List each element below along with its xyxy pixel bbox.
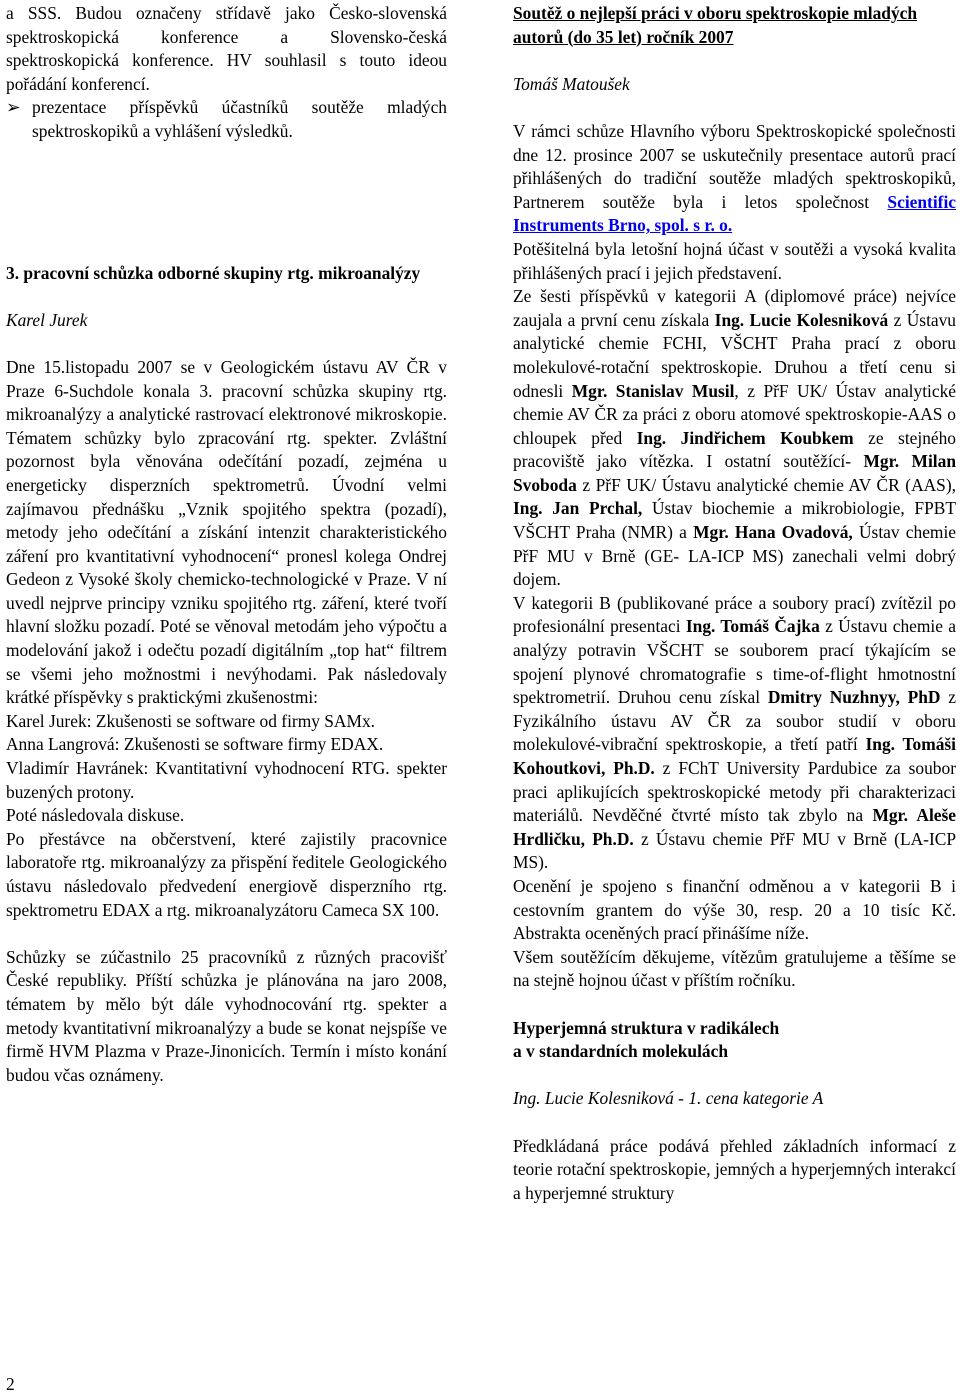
hyper-paragraph: Předkládaná práce podává přehled základních informací z teorie rotační spektroskopie, jemných a hyperjemných interakcí a hyperjemné struktury xyxy=(513,1135,956,1203)
text-span: z FChT University Pardubice za soubor praci aplikujících spektroskopické metody při charakterizaci materiálů. Nevděčné čtvrté místo tak zbylo na xyxy=(513,758,956,826)
contest-paragraph: Ocenění je spojeno s finanční odměnou a v kategorii B i cestovním grantem do výše 30, resp. 20 a 10 tisíc Kč. Abstrakta oceněných prací přinášíme níže. xyxy=(513,875,956,944)
hyper-title-line: Hyperjemná struktura v radikálech xyxy=(513,1017,780,1038)
text-span: Ústav biochemie a mikrobiologie, FPBT VŠCHT Praha (NMR) a xyxy=(513,498,956,543)
intro-bullet-text: prezentace příspěvků účastníků soutěže mladých spektroskopiků a vyhlášení výsledků. xyxy=(32,97,447,141)
spacer xyxy=(513,993,956,1017)
text-span: ze stejného pracoviště jako vítězka. I ostatní soutěžící- xyxy=(513,427,957,472)
section3-paragraph: Karel Jurek: Zkušenosti se software od firmy SAMx. xyxy=(6,710,375,731)
intro-bullet-item xyxy=(6,96,447,143)
hyper-author: Ing. Lucie Kolesniková - 1. cena kategorie A xyxy=(513,1088,824,1109)
text-span: Ústav chemie PřF MU v Brně (GE- LA-ICP MS) zanechali velmi dobrý dojem. xyxy=(513,522,956,590)
spacer xyxy=(6,922,447,946)
text-span: z Ústavu chemie PřF MU v Brně (LA-ICP MS). xyxy=(513,828,957,873)
winner-name: Ing. Lucie Kolesniková xyxy=(714,309,889,330)
winner-name: Mgr. Stanislav Musil xyxy=(571,380,735,401)
right-column xyxy=(513,2,956,1205)
spacer xyxy=(513,1064,956,1088)
winner-name: Dmitry Nuzhnyy, PhD xyxy=(767,687,941,708)
contest-paragraph: Potěšitelná byla letošní hojná účast v soutěži a vysoká kvalita přihlášených prací i jejich představení. xyxy=(513,238,956,283)
participant-name: Mgr. Milan Svoboda xyxy=(513,451,956,495)
spacer xyxy=(6,332,447,356)
contest-paragraph xyxy=(513,120,956,238)
text-span: V kategorii B (publikované práce a soubory prací) zvítězil po profesionální presentaci xyxy=(513,592,956,637)
section3-paragraph: Vladimír Havránek: Kvantitativní vyhodnocení RTG. spekter buzených protony. xyxy=(6,758,447,802)
spacer xyxy=(513,1111,956,1135)
left-column xyxy=(6,2,447,1087)
section3-paragraph: Schůzky se zúčastnilo 25 pracovníků z různých pracovišť České republiky. Příští schůzka je plánována na jaro 2008, tématem by mělo být dále vyhodnocování rtg. spekter a metody kvantitativní mikroanalýzy a bude se konat nejspíše ve firmě HVM Plazma v Praze-Jinonicích. Termín i místo konání budou včas oznámeny. xyxy=(6,946,447,1085)
contest-author: Tomáš Matoušek xyxy=(513,73,630,94)
section3-paragraph: Dne 15.listopadu 2007 se v Geologickém ústavu AV ČR v Praze 6-Suchdole konala 3. pracovní schůzka skupiny rtg. mikroanalýzy a analytické rastrovací elektronové mikroskopie. Tématem schůzky bylo zpracování rtg. spekter. Zvláštní pozornost byla věnována odečítání pozadí, zejména u energeticky disperzních spektrometrů. Úvodní velmi zajímavou přednášku „Vznik spojitého spektra (pozadí), metody jeho odečítání a získání intenzit charakteristického záření pro kvantitativní vyhodnocení“ pronesl kolega Ondrej Gedeon z Vysoké školy chemicko-technologické v Praze. V ní uvedl nejprve principy vzniku spojitého rtg. záření, které tvoří hlavní složku pozadí. Poté se věnoval metodám jeho výpočtu a modelování jakož i odečtu pozadí digitálním „top hat“ filtrem se všemi jeho možnostmi i nevýhodami. Pak následovaly krátké příspěvky s praktickými zkušenostmi: xyxy=(6,356,447,708)
spacer xyxy=(6,285,447,309)
text-span: z Ústavu chemie a analýzy potravin VŠCHT se souborem prací týkajícím se spojení plynové chromatografie s time-of-flight hmotnostní spektrometrií. Druhou cenu získal xyxy=(513,616,956,708)
winner-name: Ing. Tomáši Kohoutkovi, Ph.D. xyxy=(513,734,956,778)
partner-link[interactable]: Scientific Instruments Brno, spol. s r. o. xyxy=(513,191,956,236)
text-span: Ze šesti příspěvků v kategorii A (diplomové práce) nejvíce zaujala a první cenu získala xyxy=(513,286,956,330)
section3-paragraph: Anna Langrová: Zkušenosti se software firmy EDAX. xyxy=(6,734,384,755)
spacer xyxy=(513,96,956,120)
section3-paragraph: Po přestávce na občerstvení, které zajistily pracovnice laboratoře rtg. mikroanalýzy za přispění ředitele Geologického ústavu následovalo předvedení energiově disperzního rtg. spektrometru EDAX a rtg. mikroanalyzátoru Cameca SX 100. xyxy=(6,828,447,920)
participant-name: Mgr. Hana Ovadová, xyxy=(693,522,853,543)
arrow-bullet-icon: ➢ xyxy=(6,97,21,118)
spacer xyxy=(513,49,956,73)
text-span: z Fyzikálního ústavu AV ČR za soubor studií v oboru molekulové-vibrační spektroskopie, a třetí patří xyxy=(513,687,956,755)
text-span: , z PřF UK/ Ústav analytické chemie AV ČR za práci z oboru atomové spektroskopie-AAS o chloupek před xyxy=(513,380,956,448)
page-number: 2 xyxy=(6,1374,15,1394)
intro-paragraph: a SSS. Budou označeny střídavě jako Česko-slovenská spektroskopická konference a Slovensko-česká spektroskopická konference. HV souhlasil s touto ideou pořádání konferencí. xyxy=(6,3,447,94)
winner-name: Ing. Tomáš Čajka xyxy=(685,616,820,637)
spacer xyxy=(6,144,447,262)
participant-name: Mgr. Aleše Hrdličku, Ph.D. xyxy=(513,805,956,849)
category-b-paragraph xyxy=(513,592,956,875)
text-span: z PřF UK/ Ústavu analytické chemie AV ČR (AAS), xyxy=(576,474,956,495)
hyper-title-line: a v standardních molekulách xyxy=(513,1041,729,1062)
section3-title: 3. pracovní schůzka odborné skupiny rtg. mikroanalýzy xyxy=(6,262,421,283)
contest-title: Soutěž o nejlepší práci v oboru spektroskopie mladých autorů (do 35 let) ročník 2007 xyxy=(513,3,918,47)
text-span: z Ústavu analytické chemie FCHI, VŠCHT Praha prací z oboru molekulové-rotační spektroskopie. Druhou a třetí cenu si odnesli xyxy=(513,309,957,401)
category-a-paragraph xyxy=(513,285,956,592)
contest-paragraph: Všem soutěžícím děkujeme, vítězům gratulujeme a těšíme se na stejně hojnou účast v příštím ročníku. xyxy=(513,946,956,991)
participant-name: Ing. Jan Prchal, xyxy=(513,498,643,519)
section3-paragraph: Poté následovala diskuse. xyxy=(6,805,185,826)
section3-author: Karel Jurek xyxy=(6,309,88,330)
winner-name: Ing. Jindřichem Koubkem xyxy=(636,427,854,448)
contest-p1-text: V rámci schůze Hlavního výboru Spektroskopické společnosti dne 12. prosince 2007 se uskutečnily presentace autorů prací přihlášených do tradiční soutěže mladých spektroskopiků, Partnerem soutěže byla i letos společnost xyxy=(513,120,956,212)
